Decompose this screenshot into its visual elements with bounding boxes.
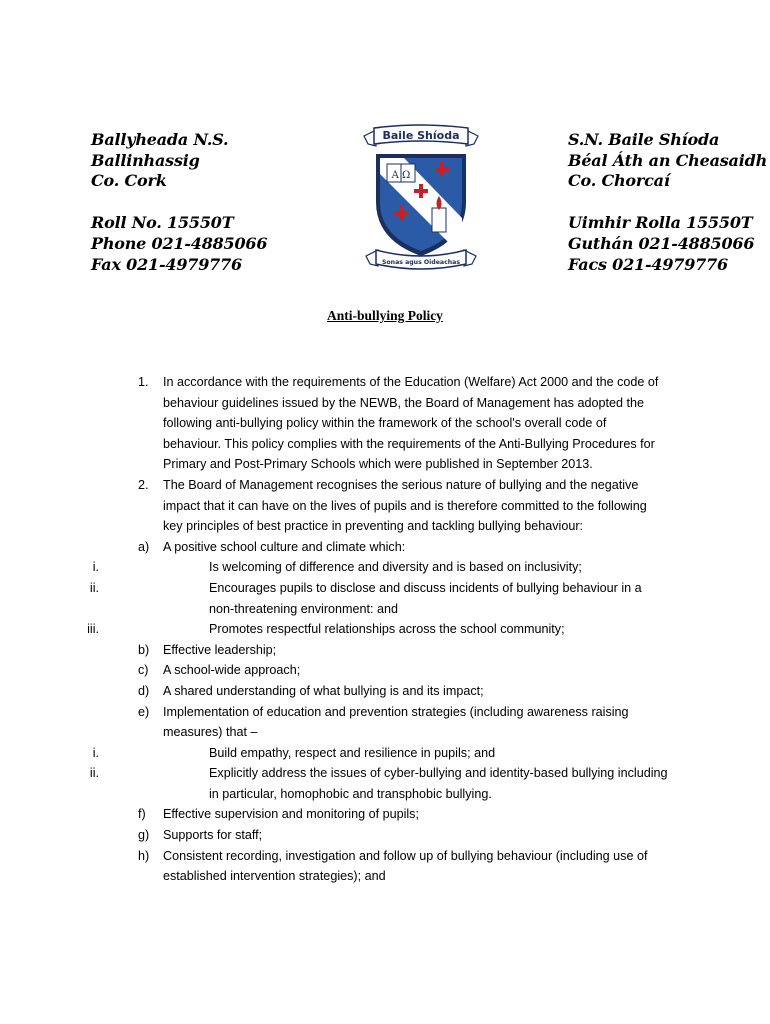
policy-body	[0, 372, 770, 887]
school-address-english	[91, 130, 267, 275]
list-item-text: The Board of Management recognises the serious nature of bullying and the negative impact that it can have on the lives of pupils and is therefore committed to the following key principles of best practice in preventing and tackling bullying behaviour:	[163, 477, 647, 534]
crest-banner-top: Baile Shíoda	[382, 129, 460, 142]
list-marker: f)	[138, 807, 146, 822]
school-town-irish: Béal Áth an Cheasaidh	[568, 150, 768, 170]
list-marker: 2.	[138, 477, 149, 492]
sub-list-item-text: Build empathy, respect and resilience in pupils; and	[209, 745, 496, 760]
list-marker: c)	[138, 663, 149, 678]
fax-number: Fax 021-4979776	[91, 254, 242, 274]
school-name: Ballyheada N.S.	[91, 130, 229, 149]
sub-list-marker: ii.	[89, 766, 99, 781]
sub-list-item	[0, 557, 669, 578]
sub-list-marker: i.	[92, 745, 99, 760]
list-item	[0, 825, 663, 846]
document-title: Anti-bullying Policy	[327, 308, 443, 323]
school-address-irish	[568, 130, 767, 275]
list-item	[0, 846, 663, 887]
list-marker: b)	[138, 642, 150, 657]
list-item	[0, 660, 663, 681]
sub-list-item	[0, 763, 669, 804]
sub-list-item	[0, 743, 669, 764]
list-item	[0, 702, 663, 743]
list-item-text: A positive school culture and climate which:	[163, 539, 406, 554]
list-item-text: Effective supervision and monitoring of pupils;	[163, 807, 419, 822]
sub-list-marker: i.	[92, 560, 99, 575]
sub-list-marker: ii.	[89, 580, 99, 595]
sub-list-item-text: Promotes respectful relationships across the school community;	[209, 622, 565, 637]
roll-number-irish: Uimhir Rolla 15550T	[568, 213, 753, 233]
list-item	[0, 537, 663, 558]
school-county-irish: Co. Chorcaí	[568, 171, 670, 191]
list-marker: 1.	[138, 375, 149, 389]
phone-number-irish: Guthán 021-4885066	[568, 233, 755, 253]
list-marker: e)	[138, 704, 150, 719]
phone-number: Phone 021-4885066	[91, 233, 268, 253]
list-item	[0, 804, 663, 825]
list-marker: d)	[138, 683, 150, 698]
sub-list-item-text: Is welcoming of difference and diversity and is based on inclusivity;	[209, 560, 582, 575]
list-marker: a)	[138, 539, 150, 554]
list-item	[0, 640, 663, 661]
list-marker: g)	[138, 828, 150, 843]
list-item-text: Supports for staff;	[163, 828, 263, 843]
list-item-text: A school-wide approach;	[163, 663, 301, 678]
crest-book-text: A Ω	[391, 170, 411, 181]
school-town: Ballinhassig	[91, 150, 200, 170]
list-item-text: Implementation of education and prevention strategies (including awareness raising measures) that –	[163, 704, 629, 740]
list-item-text: Effective leadership;	[163, 642, 277, 657]
list-item	[0, 475, 663, 537]
sub-list-item-text: Explicitly address the issues of cyber-bullying and identity-based bullying including in particular, homophobic and transphobic bullying.	[209, 766, 668, 801]
list-item-text: In accordance with the requirements of the Education (Welfare) Act 2000 and the code of behaviour guidelines issued by the NEWB, the Board of Management has adopted the following anti-bullying policy within the framework of the school's overall code of behaviour. This policy complies with the requirements of the Anti-Bullying Procedures for Primary and Post-Primary Schools which were published in September 2013.	[163, 375, 659, 472]
school-county: Co. Cork	[91, 171, 167, 191]
list-marker: h)	[138, 848, 150, 863]
sub-list-item-text: Encourages pupils to disclose and discuss incidents of bullying behaviour in a non-threatening environment: and	[209, 580, 642, 616]
list-item-text: A shared understanding of what bullying is and its impact;	[163, 683, 484, 698]
sub-list-marker: iii.	[87, 622, 99, 637]
sub-list-item	[0, 619, 669, 640]
school-crest-logo	[360, 122, 482, 272]
fax-number-irish: Facs 021-4979776	[568, 254, 728, 274]
list-item	[0, 681, 663, 702]
roll-number: Roll No. 15550T	[91, 213, 234, 233]
sub-list-item	[0, 578, 669, 619]
crest-banner-bottom: Sonas agus Oideachas	[381, 259, 461, 266]
list-item-text: Consistent recording, investigation and follow up of bullying behaviour (including use of established intervention strategies); and	[163, 848, 648, 884]
list-item	[0, 372, 663, 475]
school-name-irish: S.N. Baile Shíoda	[568, 130, 720, 149]
